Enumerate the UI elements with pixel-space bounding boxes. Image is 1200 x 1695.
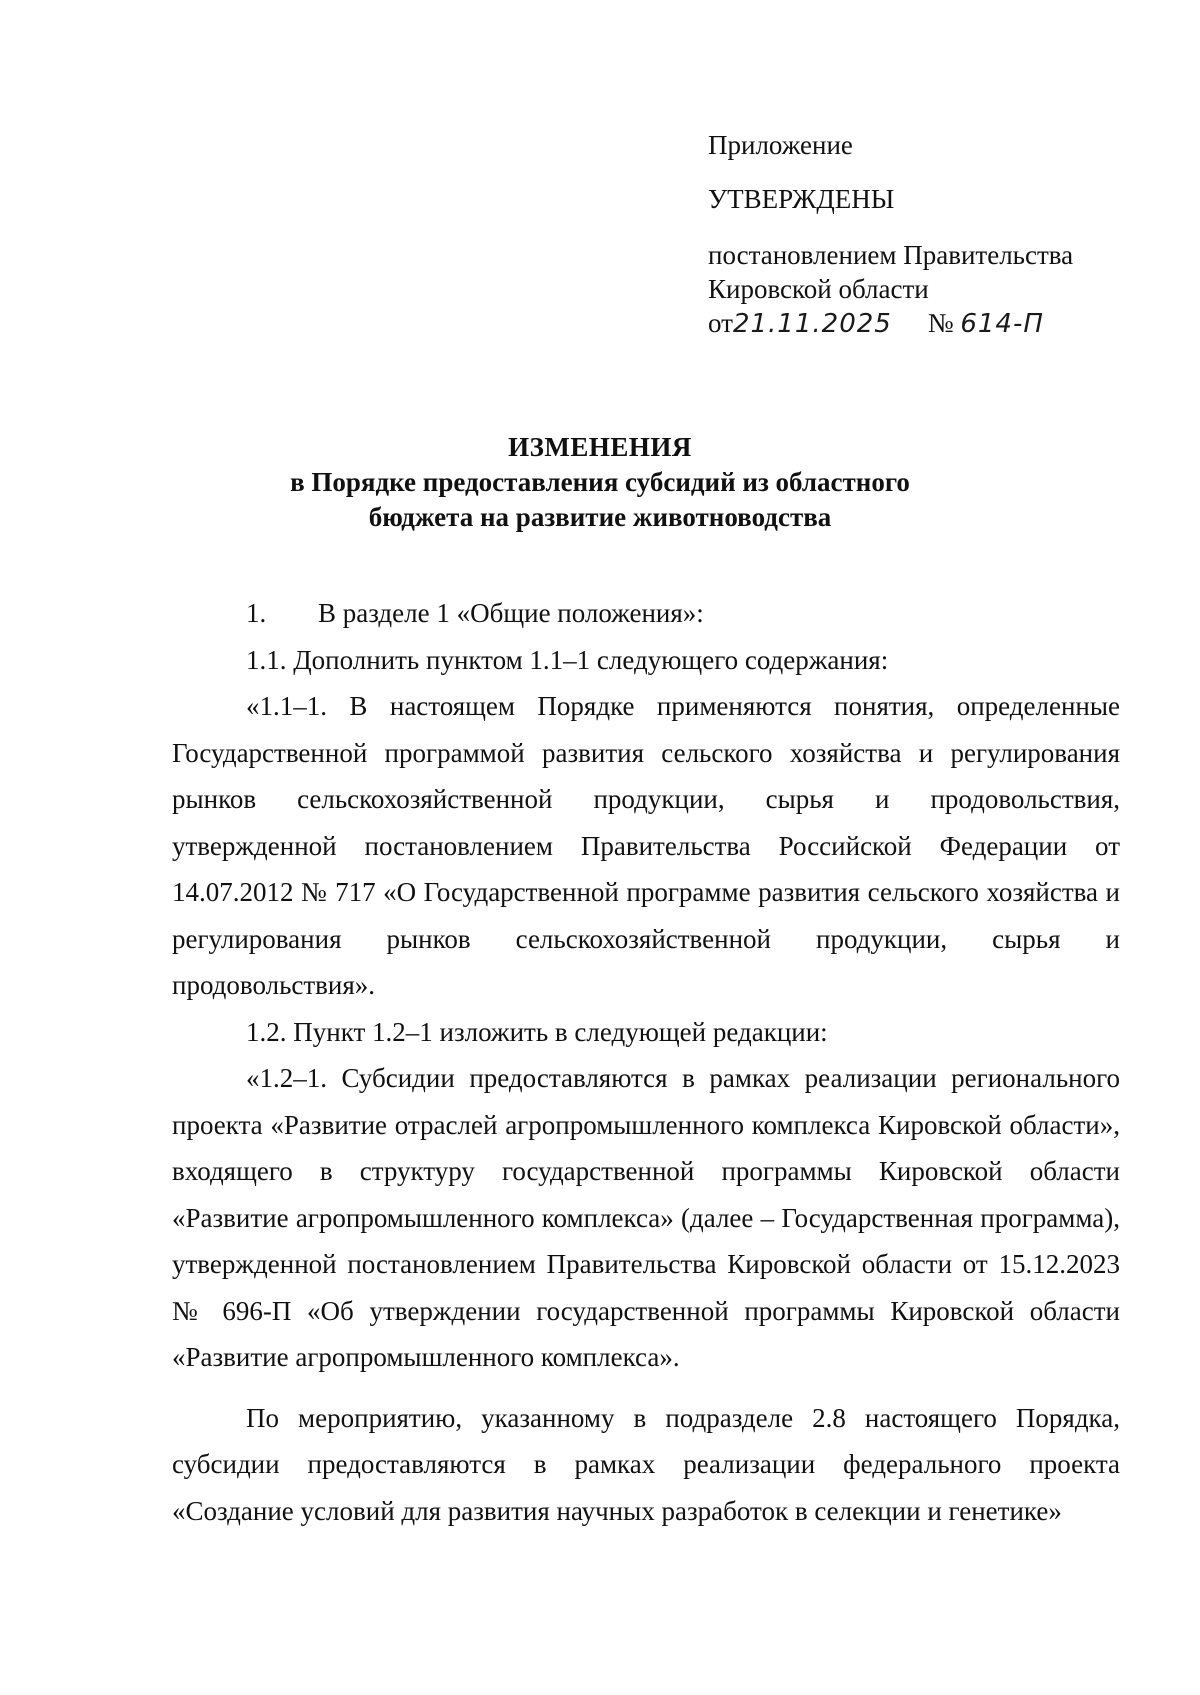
paragraph-1-number: 1. — [246, 598, 267, 628]
title-main: ИЗМЕНЕНИЯ — [508, 432, 692, 462]
paragraph-1 — [172, 590, 1120, 637]
approval-stamp — [708, 128, 1148, 341]
paragraph-1-1-1: «1.1–1. В настоящем Порядке применяются понятия, определенные Государственной программой развития сельского хозяйства и регулирования рынков сельскохозяйственной продукции, сырья и продовольствия, утвержденной постановлением Правительства Российской Федерации от 14.07.2012 № 717 «О Государственной программе развития сельского хозяйства и регулирования рынков сельскохозяйственной продукции, сырья и продовольствия». — [172, 691, 1120, 1000]
paragraph-1-2-1: «1.2–1. Субсидии предоставляются в рамках реализации регионального проекта «Развитие отраслей агропромышленного комплекса Кировской области», входящего в структуру государственной программы Кировской области «Развитие агропромышленного комплекса» (далее – Государственная программа), утвержденной постановлением Правительства Кировской области от 15.12.2023 № 696-П «Об утверждении государственной программы Кировской области «Развитие агропромышленного комплекса». — [172, 1063, 1120, 1372]
decree-date-line — [708, 306, 1148, 341]
handwritten-date: 21.11.2025 — [732, 309, 892, 339]
decree-line-2: Кировской области — [708, 274, 929, 304]
number-sign: № — [927, 308, 954, 338]
document-body — [172, 590, 1120, 1534]
title-line-3: бюджета на развитие животноводства — [368, 502, 832, 532]
paragraph-1-2: 1.2. Пункт 1.2–1 изложить в следующей редакции: — [246, 1016, 828, 1047]
paragraph-1-text: В разделе 1 «Общие положения»: — [318, 598, 704, 628]
document-title — [130, 430, 1070, 535]
title-line-2: в Порядке предоставления субсидий из областного — [290, 467, 910, 497]
appendix-label: Приложение — [708, 130, 853, 160]
handwritten-number: 614-П — [960, 309, 1044, 339]
paragraph-1-1: 1.1. Дополнить пунктом 1.1–1 следующего содержания: — [246, 644, 889, 675]
approved-label: УТВЕРЖДЕНЫ — [708, 184, 895, 214]
paragraph-2-8-note: По мероприятию, указанному в подразделе 2.8 настоящего Порядка, субсидии предоставляются в рамках реализации федерального проекта «Создание условий для развития научных разработок в селекции и генетике» — [172, 1402, 1120, 1526]
date-prefix: от — [708, 308, 733, 338]
decree-line-1: постановлением Правительства — [708, 240, 1074, 270]
